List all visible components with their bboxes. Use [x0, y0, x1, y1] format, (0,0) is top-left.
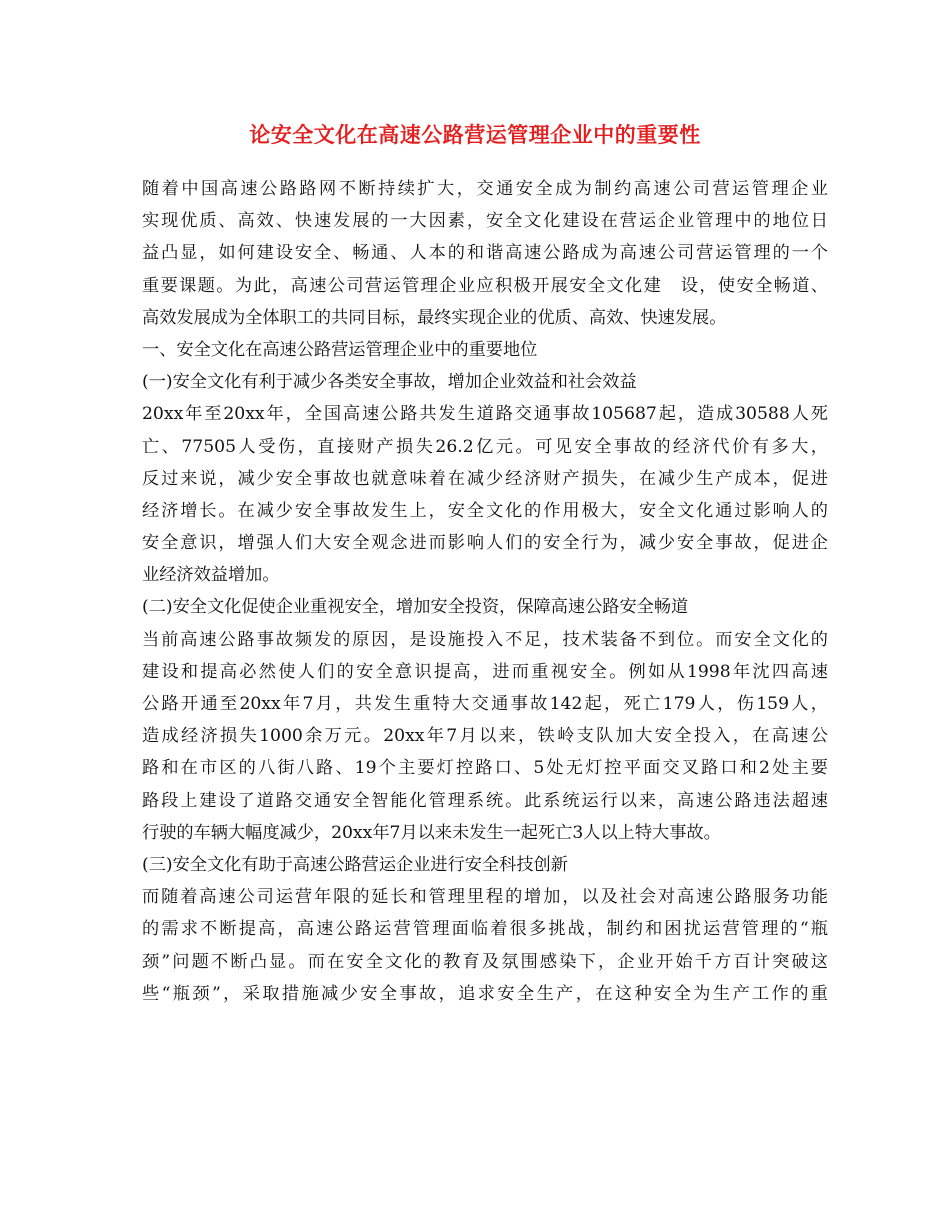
text-line: 公路开通至20xx年7月，共发生重特大交通事故142起，死亡179人，伤159人， — [142, 694, 828, 714]
text-line: 造成经济损失1000余万元。20xx年7月以来，铁岭支队加大安全投入，在高速公 — [142, 726, 828, 747]
text-line: 重要课题。为此，高速公司营运管理企业应积极开展安全文化建 设，使安全畅道、 — [142, 275, 828, 296]
text-line: 高效发展成为全体职工的共同目标，最终实现企业的优质、高效、快速发展。 — [142, 307, 727, 328]
text-line: 当前高速公路事故频发的原因，是设施投入不足，技术装备不到位。而安全文化的 — [142, 629, 828, 650]
text-line: 颈”问题不断凸显。而在安全文化的教育及氛围感染下，企业开始千方百计突破这 — [142, 951, 828, 972]
text-line: 的需求不断提高，高速公路运营管理面临着很多挑战，制约和困扰运营管理的“瓶 — [142, 919, 828, 940]
text-line: 行驶的车辆大幅度减少，20xx年7月以来未发生一起死亡3人以上特大事故。 — [142, 822, 721, 843]
text-line: 建设和提高必然使人们的安全意识提高，进而重视安全。例如从1998年沈四高速 — [142, 661, 828, 682]
text-line: 路和在市区的八街八路、19个主要灯控路口、5处无灯控平面交叉路口和2处主要 — [142, 758, 828, 779]
text-line: 亡、77505人受伤，直接财产损失26.2亿元。可见安全事故的经济代价有多大， — [142, 436, 828, 457]
text-line: (三)安全文化有助于高速公路营运企业进行安全科技创新 — [142, 854, 568, 875]
text-line: 路段上建设了道路交通安全智能化管理系统。此系统运行以来，高速公路违法超速 — [142, 790, 828, 811]
text-line: 安全意识，增强人们大安全观念进而影响人们的安全行为，减少安全事故，促进企 — [142, 533, 828, 554]
text-line: 经济增长。在减少安全事故发生上，安全文化的作用极大，安全文化通过影响人的 — [142, 500, 828, 521]
text-line: 实现优质、高效、快速发展的一大因素，安全文化建设在营运企业管理中的地位日 — [142, 211, 828, 232]
document-body — [142, 173, 828, 1010]
text-line: 业经济效益增加。 — [142, 565, 280, 586]
document-title: 论安全文化在高速公路营运管理企业中的重要性 — [249, 123, 701, 147]
text-line: 益凸显，如何建设安全、畅通、人本的和谐高速公路成为高速公司营运管理的一个 — [142, 243, 828, 264]
text-line: 些“瓶颈”，采取措施减少安全事故，追求安全生产，在这种安全为生产工作的重 — [142, 983, 828, 1004]
text-line: 反过来说，减少安全事故也就意味着在减少经济财产损失，在减少生产成本，促进 — [142, 468, 828, 489]
text-line: (二)安全文化促使企业重视安全，增加安全投资，保障高速公路安全畅道 — [142, 597, 689, 618]
text-line: 一、安全文化在高速公路营运管理企业中的重要地位 — [142, 339, 538, 360]
text-line: 随着中国高速公路路网不断持续扩大，交通安全成为制约高速公司营运管理企业 — [142, 179, 828, 199]
text-line: 而随着高速公司运营年限的延长和管理里程的增加，以及社会对高速公路服务功能 — [142, 887, 828, 908]
text-line: (一)安全文化有利于减少各类安全事故，增加企业效益和社会效益 — [142, 372, 637, 393]
text-line: 20xx年至20xx年，全国高速公路共发生道路交通事故105687起，造成30588人死 — [142, 404, 828, 425]
